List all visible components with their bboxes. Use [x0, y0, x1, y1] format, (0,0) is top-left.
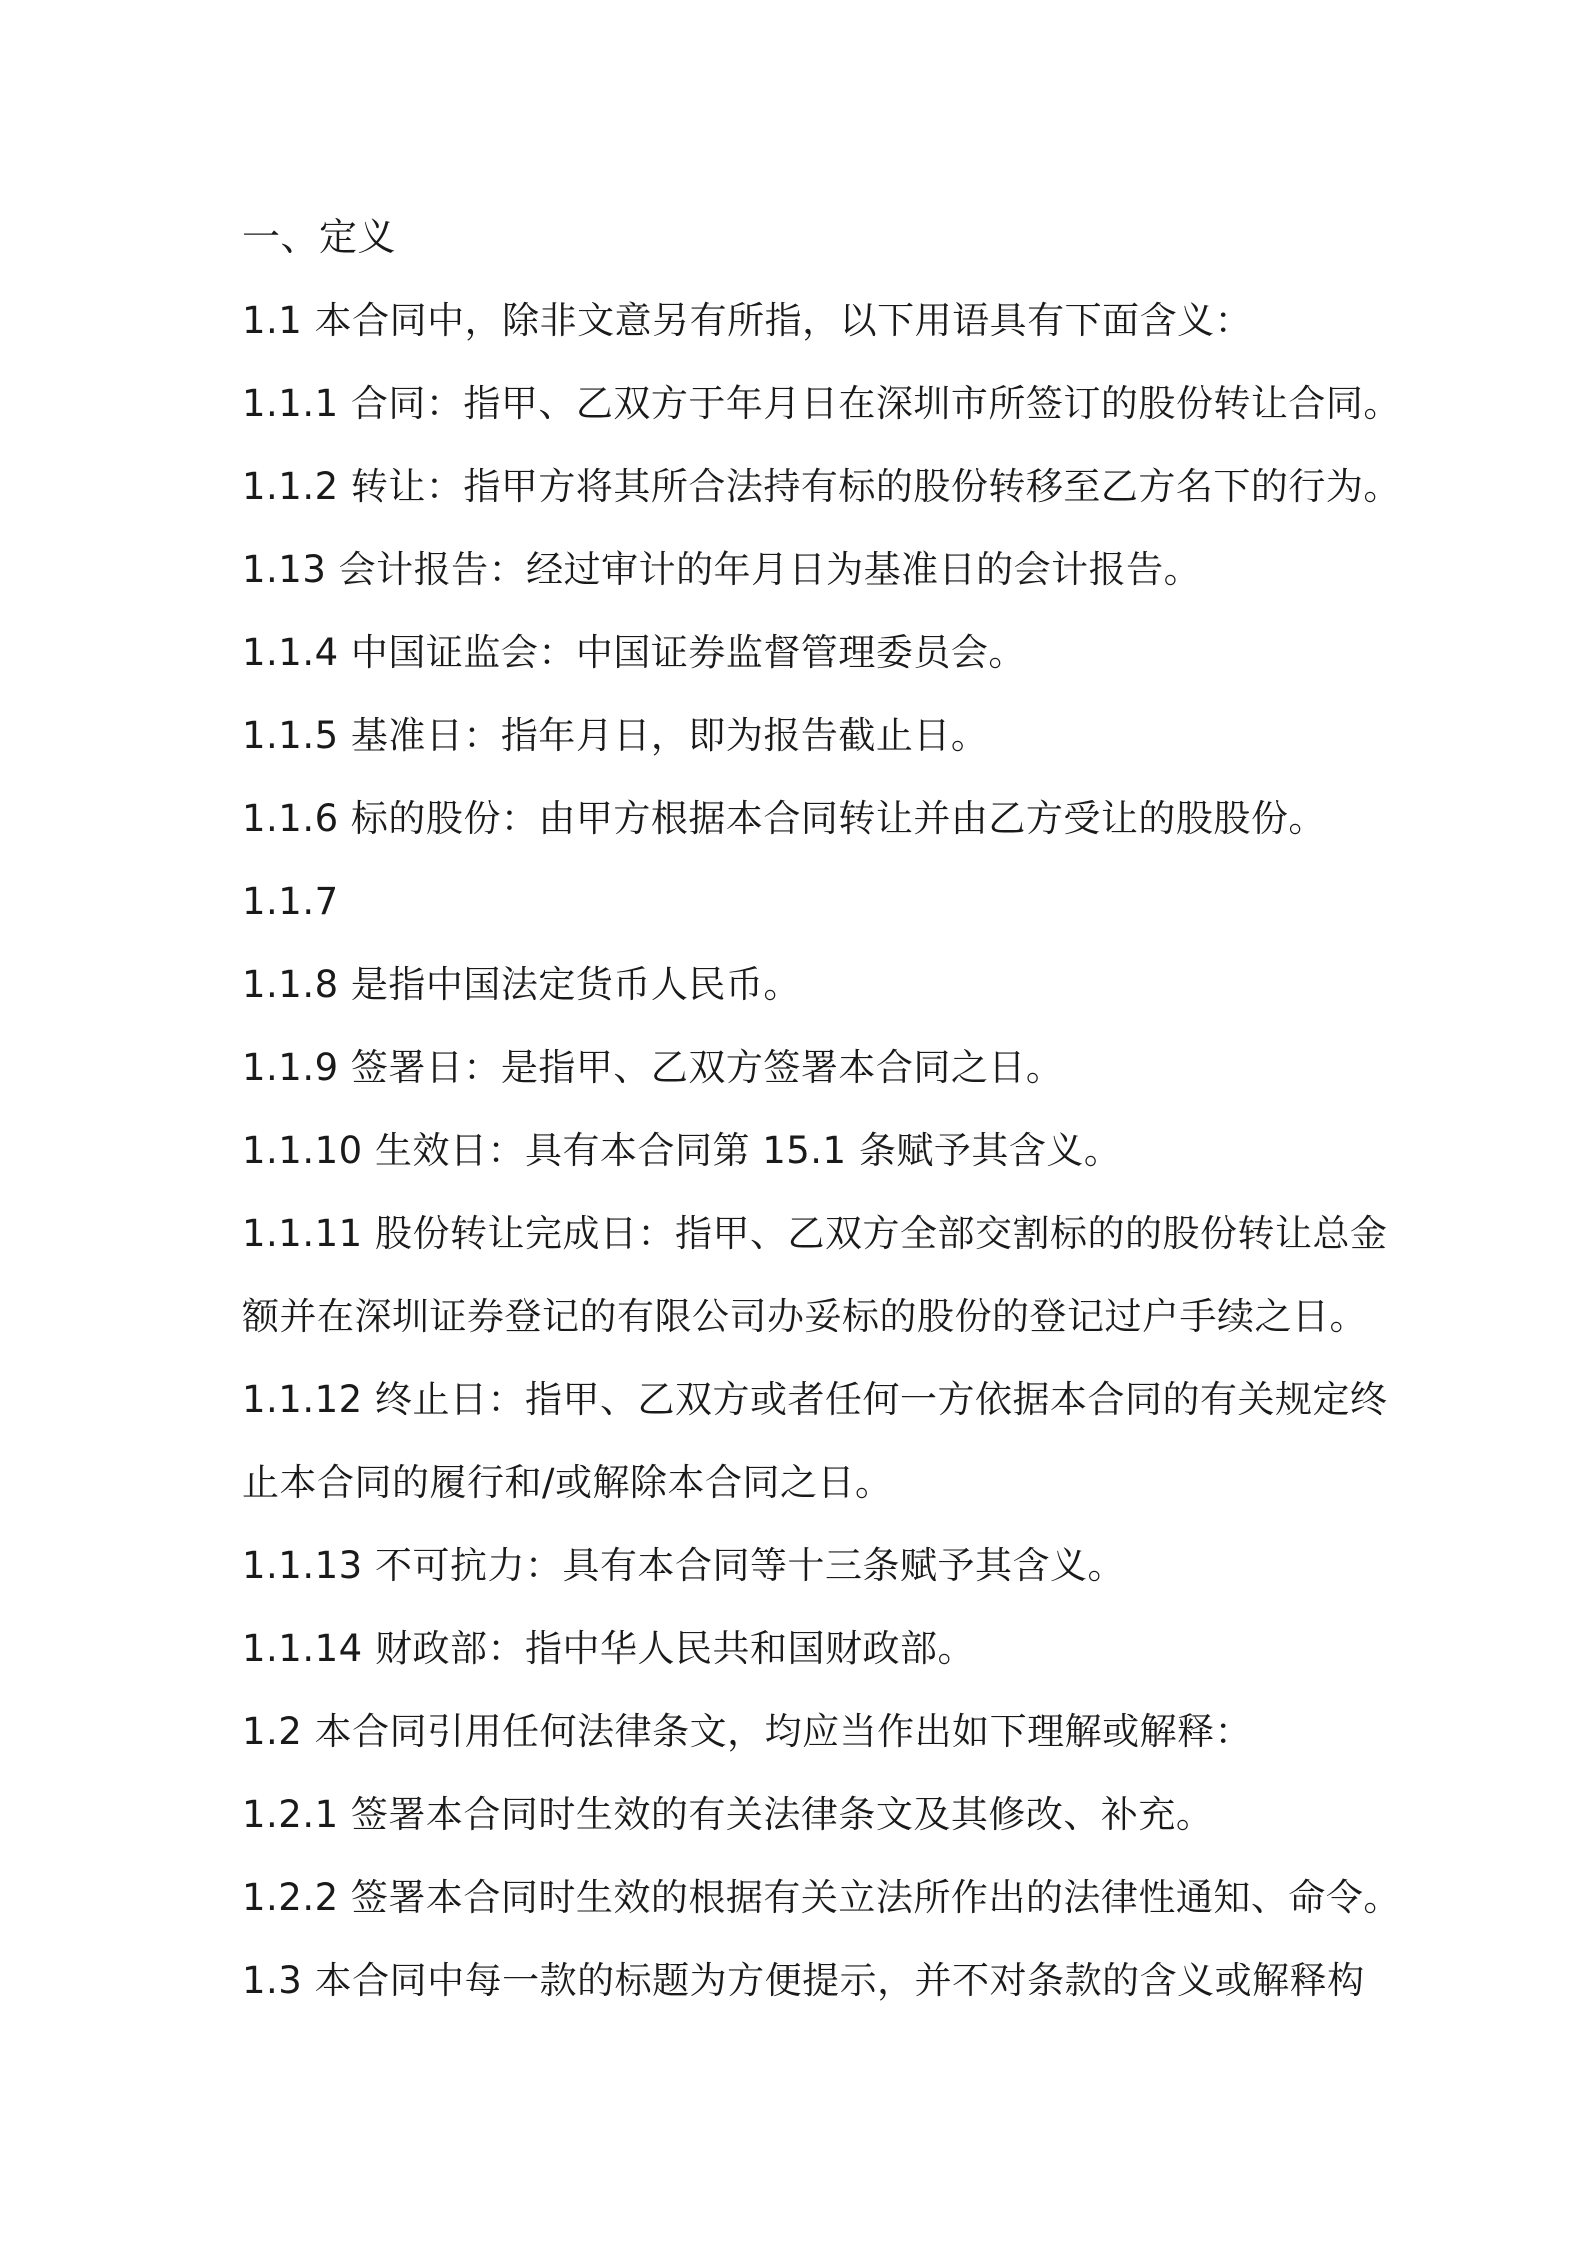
- clause-1-1-10: 1.1.10 生效日：具有本合同第 15.1 条赋予其含义。: [242, 1129, 1122, 1172]
- clause-1-1-11-continued: 额并在深圳证券登记的有限公司办妥标的股份的登记过户手续之日。: [242, 1295, 1367, 1338]
- clause-1-1-12-continued: 止本合同的履行和/或解除本合同之日。: [242, 1461, 893, 1504]
- clause-1-1-1: 1.1.1 合同：指甲、乙双方于年月日在深圳市所签订的股份转让合同。: [242, 382, 1401, 425]
- clause-1-1-14: 1.1.14 财政部：指中华人民共和国财政部。: [242, 1627, 975, 1670]
- clause-1-1-8: 1.1.8 是指中国法定货币人民币。: [242, 963, 801, 1006]
- clause-1-3: 1.3 本合同中每一款的标题为方便提示，并不对条款的含义或解释构: [242, 1959, 1365, 2002]
- clause-1-1-3: 1.13 会计报告：经过审计的年月日为基准日的会计报告。: [242, 548, 1202, 591]
- clause-1-2: 1.2 本合同引用任何法律条文，均应当作出如下理解或解释：: [242, 1710, 1253, 1753]
- clause-1-2-2: 1.2.2 签署本合同时生效的根据有关立法所作出的法律性通知、命令。: [242, 1876, 1401, 1919]
- clause-1-1-2: 1.1.2 转让：指甲方将其所合法持有标的股份转移至乙方名下的行为。: [242, 465, 1401, 508]
- clause-1-1-11: 1.1.11 股份转让完成日：指甲、乙双方全部交割标的的股份转让总金: [242, 1212, 1388, 1255]
- clause-1-2-1: 1.2.1 签署本合同时生效的有关法律条文及其修改、补充。: [242, 1793, 1214, 1836]
- clause-1-1-5: 1.1.5 基准日：指年月日，即为报告截止日。: [242, 714, 989, 757]
- clause-1-1-13: 1.1.13 不可抗力：具有本合同等十三条赋予其含义。: [242, 1544, 1125, 1587]
- clause-1-1-12: 1.1.12 终止日：指甲、乙双方或者任何一方依据本合同的有关规定终: [242, 1378, 1388, 1421]
- clause-1-1-4: 1.1.4 中国证监会：中国证券监督管理委员会。: [242, 631, 1026, 674]
- section-heading: 一、定义: [242, 215, 397, 259]
- clause-1-1-7: 1.1.7: [242, 880, 339, 923]
- clause-1-1-9: 1.1.9 签署日：是指甲、乙双方签署本合同之日。: [242, 1046, 1064, 1089]
- clause-1-1: 1.1 本合同中，除非文意另有所指，以下用语具有下面含义：: [242, 299, 1253, 342]
- document-body: [242, 196, 1401, 2022]
- clause-1-1-6: 1.1.6 标的股份：由甲方根据本合同转让并由乙方受让的股股份。: [242, 797, 1326, 840]
